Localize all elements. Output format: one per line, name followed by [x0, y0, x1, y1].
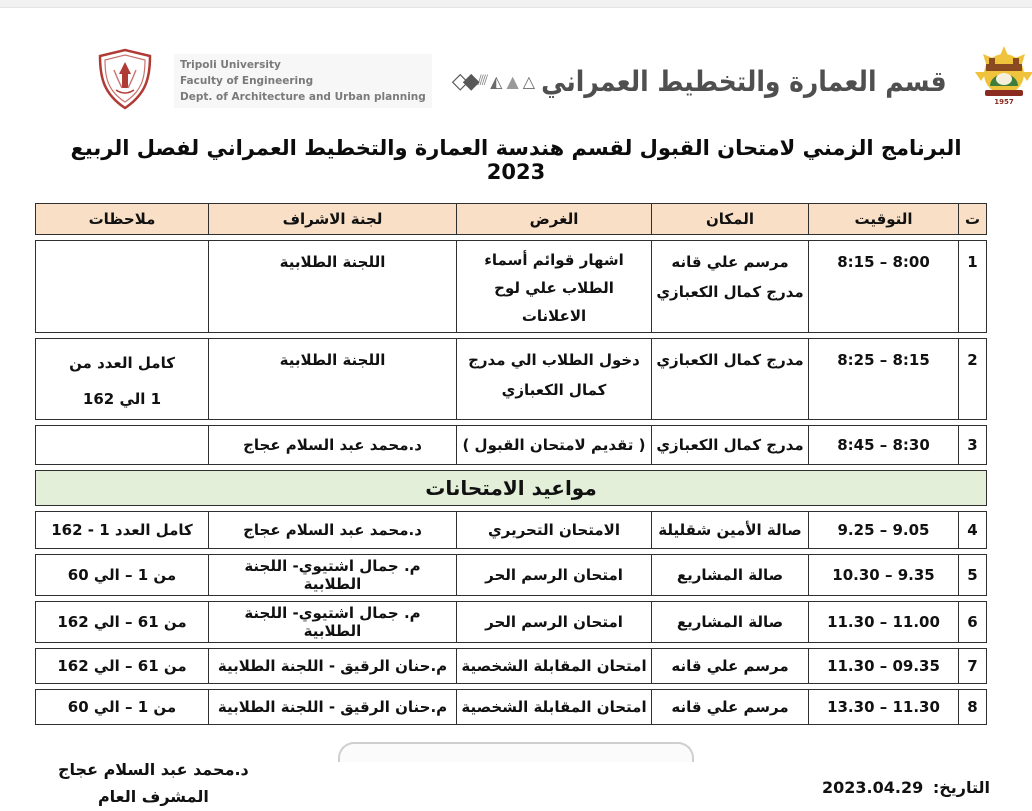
cell-committee: د.محمد عبد السلام عجاج: [208, 425, 456, 465]
cell-notes: من 61 – الي 162: [35, 601, 208, 643]
cell-notes: [35, 425, 208, 465]
cell-notes: من 1 – الي 60: [35, 689, 208, 725]
cell-committee: م.حنان الرقيق - اللجنة الطلابية: [208, 648, 456, 684]
cell-time: 09.35 – 11.30: [808, 648, 958, 684]
cell-committee: م. جمال اشتيوي- اللجنة الطلابية: [208, 601, 456, 643]
cell-serial: 4: [958, 511, 987, 549]
cell-serial: 8: [958, 689, 987, 725]
table-row: [35, 425, 987, 465]
table-row: [35, 338, 987, 420]
cell-serial: 1: [958, 240, 987, 333]
cell-purpose: امتحان المقابلة الشخصية: [456, 648, 651, 684]
table-row: [35, 601, 987, 643]
cell-serial: 3: [958, 425, 987, 465]
cell-time: 11.30 – 13.30: [808, 689, 958, 725]
cell-serial: 7: [958, 648, 987, 684]
cell-purpose: ( تقديم لامتحان القبول ): [456, 425, 651, 465]
university-english-text: [174, 54, 432, 109]
cell-place: صالة المشاريع: [651, 554, 808, 596]
page-header: [0, 0, 1032, 116]
calligraphy-ornament-icons: [452, 69, 535, 94]
cell-serial: 2: [958, 338, 987, 420]
triangle-filled-icon: ▲: [506, 71, 519, 91]
cell-notes: من 61 – الي 162: [35, 648, 208, 684]
cell-notes: كامل العدد 1 - 162: [35, 511, 208, 549]
cell-committee: اللجنة الطلابية: [208, 338, 456, 420]
cell-place: مرسم علي قانه: [651, 689, 808, 725]
page-title: البرنامج الزمني لامتحان القبول لقسم هندسة العمارة والتخطيط العمراني لفصل الربيع 2023: [70, 136, 962, 184]
cell-time: 9.05 – 9.25: [808, 511, 958, 549]
section-banner: مواعيد الامتحانات: [35, 470, 987, 506]
cell-time: 8:30 – 8:45: [808, 425, 958, 465]
cell-place: مرسم علي قانه: [651, 648, 808, 684]
university-name-en: Tripoli University: [180, 58, 281, 71]
table-row: [35, 648, 987, 684]
bottom-sheet-handle[interactable]: [338, 742, 694, 762]
signature-name: د.محمد عبد السلام عجاج: [58, 760, 249, 780]
table-row: [35, 511, 987, 549]
department-name-en: Dept. of Architecture and Urban planning: [180, 91, 426, 104]
faculty-name-en: Faculty of Engineering: [180, 74, 314, 87]
cell-notes: من 1 – الي 60: [35, 554, 208, 596]
table-row: [35, 689, 987, 725]
cell-committee: م. جمال اشتيوي- اللجنة الطلابية: [208, 554, 456, 596]
cell-purpose: امتحان الرسم الحر: [456, 554, 651, 596]
cell-place: مدرج كمال الكعبازي: [651, 338, 808, 420]
cell-time: 8:00 – 8:15: [808, 240, 958, 333]
signature-role: المشرف العام: [97, 787, 209, 807]
triangle-outline-icon: ◭: [490, 71, 503, 91]
col-header-3: الغرض: [456, 203, 651, 235]
table-row: [35, 240, 987, 333]
cell-time: 11.00 – 11.30: [808, 601, 958, 643]
date-value: 2023.04.29: [822, 778, 924, 798]
date-label: التاريخ:: [932, 778, 990, 798]
table-row: [35, 554, 987, 596]
cell-place: مرسم علي قانه مدرج كمال الكعبازي: [651, 240, 808, 333]
table-body: [35, 240, 987, 725]
table-header-row: [35, 203, 987, 235]
col-header-2: المكان: [651, 203, 808, 235]
cell-place: صالة الأمين شقليلة: [651, 511, 808, 549]
triangle-outline-icon: △: [522, 71, 536, 91]
window-top-strip: [0, 0, 1032, 8]
col-header-0: ت: [958, 203, 987, 235]
department-calligraphy-banner: [451, 64, 947, 98]
cell-purpose: اشهار قوائم أسماء الطلاب علي لوح الاعلانات: [456, 240, 651, 333]
slash-lines-icon: ⫽⫽: [477, 73, 487, 89]
department-calligraphy-text: قسم العمارة والتخطيط العمراني: [541, 64, 947, 98]
cell-purpose: دخول الطلاب الي مدرج كمال الكعبازي: [456, 338, 651, 420]
cell-time: 9.35 – 10.30: [808, 554, 958, 596]
cell-place: مدرج كمال الكعبازي: [651, 425, 808, 465]
schedule-table: [35, 198, 987, 730]
col-header-5: ملاحظات: [35, 203, 208, 235]
cell-committee: د.محمد عبد السلام عجاج: [208, 511, 456, 549]
cell-purpose: الامتحان التحريري: [456, 511, 651, 549]
cell-time: 8:15 – 8:25: [808, 338, 958, 420]
cell-committee: اللجنة الطلابية: [208, 240, 456, 333]
schedule-table-wrap: [35, 198, 987, 730]
cell-purpose: امتحان المقابلة الشخصية: [456, 689, 651, 725]
cell-place: صالة المشاريع: [651, 601, 808, 643]
date-line: [818, 778, 990, 797]
cell-notes: كامل العدد من 1 الي 162: [35, 338, 208, 420]
cell-purpose: امتحان الرسم الحر: [456, 601, 651, 643]
signature-block: [58, 756, 249, 810]
cell-serial: 6: [958, 601, 987, 643]
cell-serial: 5: [958, 554, 987, 596]
col-header-1: التوقيت: [808, 203, 958, 235]
seal-year: 1957: [993, 98, 1014, 106]
tripoli-university-shield-icon: [96, 48, 154, 114]
university-of-tripoli-seal-icon: [973, 46, 1032, 116]
diamond-motif-icon: ◆◇: [451, 68, 474, 94]
cell-committee: م.حنان الرقيق - اللجنة الطلابية: [208, 689, 456, 725]
col-header-4: لجنة الاشراف: [208, 203, 456, 235]
cell-notes: [35, 240, 208, 333]
page-footer: [58, 756, 990, 810]
